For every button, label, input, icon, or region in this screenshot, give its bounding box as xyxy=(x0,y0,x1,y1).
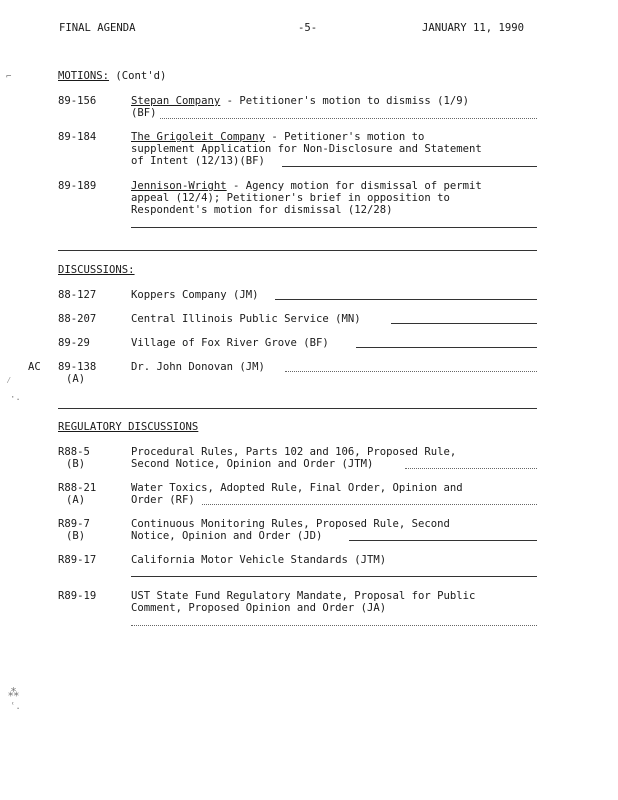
signature-line xyxy=(131,625,537,626)
regulatory-text-line: California Motor Vehicle Standards (JTM) xyxy=(131,554,387,566)
signature-line xyxy=(285,371,537,372)
signature-line xyxy=(202,504,537,505)
motion-number: 89-189 xyxy=(58,180,97,192)
page-number: -5- xyxy=(298,22,318,34)
regulatory-heading: REGULATORY DISCUSSIONS xyxy=(58,421,199,433)
regulatory-number: R89-19 xyxy=(58,590,97,602)
section-divider xyxy=(58,250,537,251)
motion-text-line: The Grigoleit Company - Petitioner's motion to xyxy=(131,131,425,143)
signature-line xyxy=(275,299,537,300)
discussion-number: 89-29 xyxy=(58,337,90,349)
scan-smudge: ʿ. xyxy=(10,702,21,712)
regulatory-number: R88-5 xyxy=(58,446,90,458)
signature-line xyxy=(131,227,537,228)
regulatory-text-line: Second Notice, Opinion and Order (JTM) xyxy=(131,458,374,470)
discussions-heading: DISCUSSIONS: xyxy=(58,264,135,276)
signature-line xyxy=(405,468,537,469)
regulatory-number: R89-17 xyxy=(58,554,97,566)
regulatory-text-line: Comment, Proposed Opinion and Order (JA) xyxy=(131,602,387,614)
discussion-text: Village of Fox River Grove (BF) xyxy=(131,337,329,349)
signature-line xyxy=(349,540,537,541)
header-title: FINAL AGENDA xyxy=(59,22,136,34)
discussion-number: 88-207 xyxy=(58,313,97,325)
motion-text-line: Stepan Company - Petitioner's motion to dismiss (1/9) xyxy=(131,95,470,107)
header-date: JANUARY 11, 1990 xyxy=(422,22,525,34)
motion-number: 89-184 xyxy=(58,131,97,143)
discussion-number: 88-127 xyxy=(58,289,97,301)
signature-line xyxy=(131,576,537,577)
regulatory-text-line: UST State Fund Regulatory Mandate, Proposal for Public xyxy=(131,590,476,602)
regulatory-text-line: Water Toxics, Adopted Rule, Final Order, Opinion and xyxy=(131,482,463,494)
ac-mark: AC xyxy=(28,361,41,373)
section-divider xyxy=(58,408,537,409)
signature-line xyxy=(391,323,537,324)
regulatory-number: R89-7 xyxy=(58,518,90,530)
motion-text-line: Jennison-Wright - Agency motion for dismissal of permit xyxy=(131,180,482,192)
motion-text-line: of Intent (12/13)(BF) xyxy=(131,155,265,167)
discussion-text: Central Illinois Public Service (MN) xyxy=(131,313,361,325)
regulatory-number: R88-21 xyxy=(58,482,97,494)
regulatory-sub: (A) xyxy=(66,494,86,506)
scan-smudge: ⁂ xyxy=(8,686,19,699)
discussion-text: Koppers Company (JM) xyxy=(131,289,259,301)
motion-text-line: appeal (12/4); Petitioner's brief in opposition to xyxy=(131,192,450,204)
regulatory-text-line: Procedural Rules, Parts 102 and 106, Proposed Rule, xyxy=(131,446,457,458)
regulatory-text-line: Notice, Opinion and Order (JD) xyxy=(131,530,323,542)
motion-text-line: (BF) xyxy=(131,107,157,119)
motion-number: 89-156 xyxy=(58,95,97,107)
regulatory-sub: (B) xyxy=(66,458,86,470)
discussion-sub: (A) xyxy=(66,373,86,385)
discussion-number: 89-138 xyxy=(58,361,97,373)
scan-mark: ⌐ xyxy=(6,72,12,82)
scan-mark: ⁄ xyxy=(6,376,12,386)
motion-text-line: supplement Application for Non-Disclosure and Statement xyxy=(131,143,482,155)
regulatory-text-line: Continuous Monitoring Rules, Proposed Rule, Second xyxy=(131,518,450,530)
scan-mark: ·. xyxy=(10,393,21,403)
discussion-text: Dr. John Donovan (JM) xyxy=(131,361,265,373)
motion-text-line: Respondent's motion for dismissal (12/28) xyxy=(131,204,393,216)
signature-line xyxy=(160,118,537,119)
signature-line xyxy=(282,166,537,167)
signature-line xyxy=(356,347,537,348)
regulatory-sub: (B) xyxy=(66,530,86,542)
regulatory-text-line: Order (RF) xyxy=(131,494,195,506)
motions-heading: MOTIONS: (Cont'd) xyxy=(58,70,167,82)
